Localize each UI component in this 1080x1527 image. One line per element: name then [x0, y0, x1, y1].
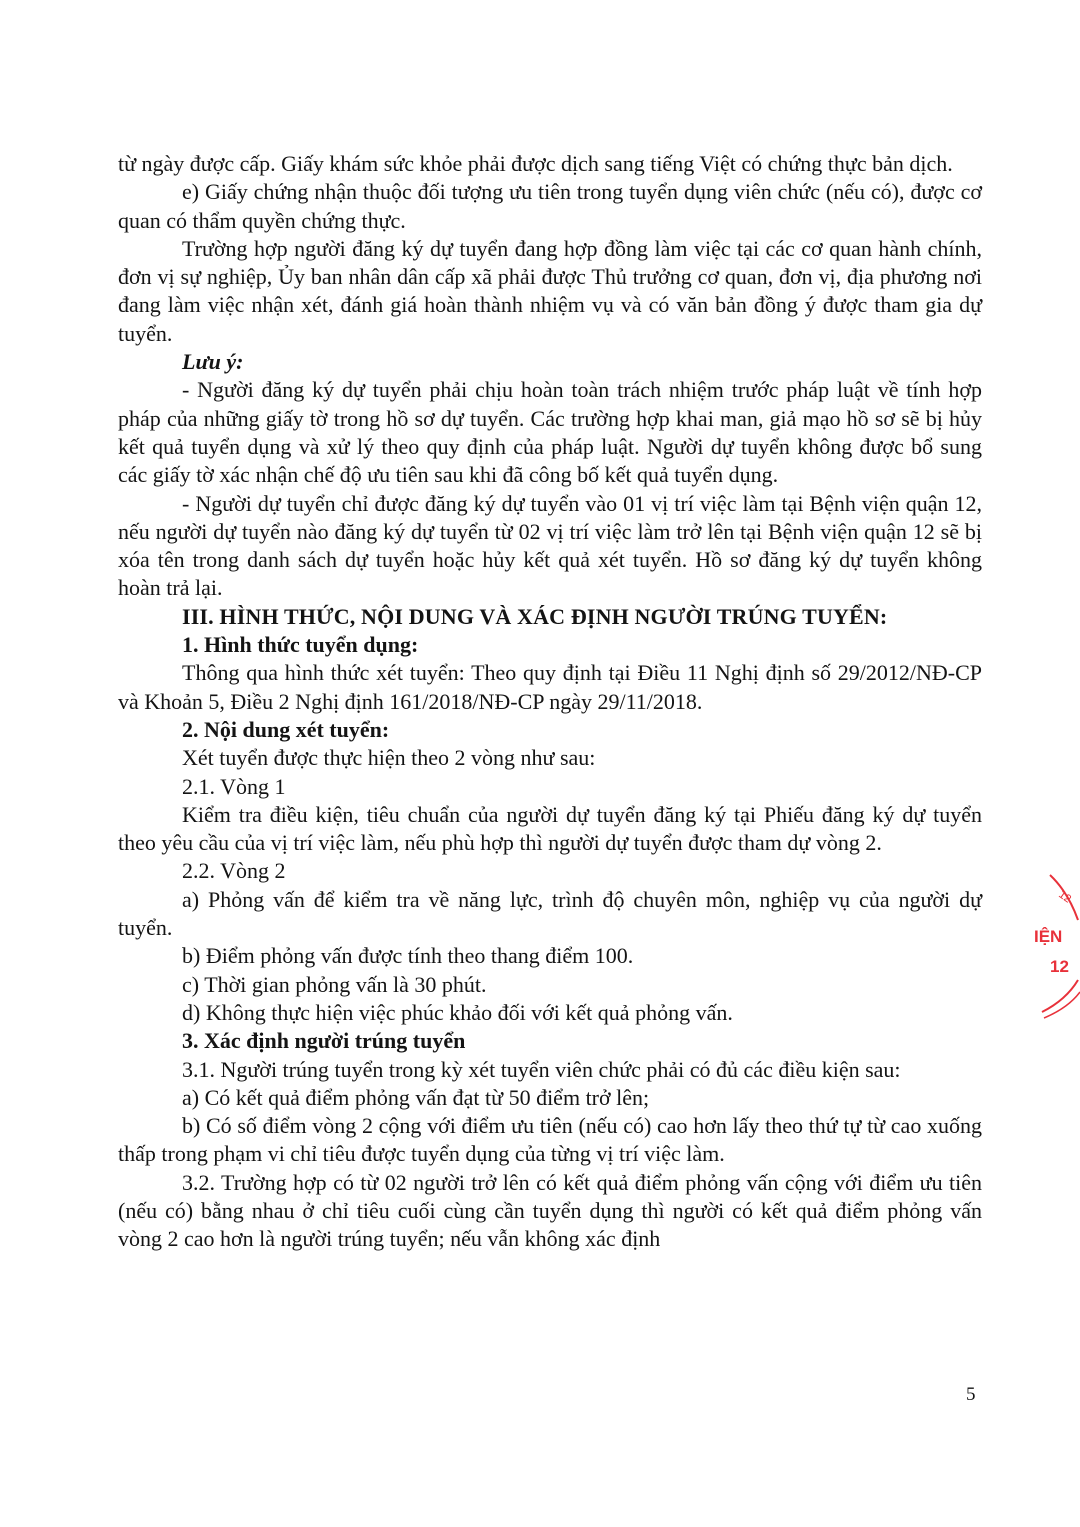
- paragraph: từ ngày được cấp. Giấy khám sức khỏe phải được dịch sang tiếng Việt có chứng thực bản dịch.: [118, 151, 953, 176]
- paragraph: Trường hợp người đăng ký dự tuyển đang hợp đồng làm việc tại các cơ quan hành chính, đơn vị sự nghiệp, Ủy ban nhân dân cấp xã phải được Thủ trưởng cơ quan, đơn vị, địa phương nơi đang làm việc nhận xét, đánh giá hoàn thành nhiệm vụ và có văn bản đồng ý được tham gia dự tuyển.: [118, 235, 982, 346]
- paragraph: - Người dự tuyển chỉ được đăng ký dự tuyển vào 01 vị trí việc làm tại Bệnh viện quận 12, nếu người dự tuyển nào đăng ký dự tuyển từ 02 vị trí việc làm trở lên tại Bệnh viện quận 12 sẽ bị xóa tên trong danh sách dự tuyển hoặc hủy kết quả xét tuyển. Hồ sơ đăng ký dự tuyển không hoàn trả lại.: [118, 490, 982, 601]
- stamp-text-top: 12: [1056, 888, 1074, 906]
- note-label: Lưu ý:: [182, 349, 244, 375]
- paragraph: Thông qua hình thức xét tuyển: Theo quy định tại Điều 11 Nghị định số 29/2012/NĐ-CP và Khoản 5, Điều 2 Nghị định 161/2018/NĐ-CP ngày 29/11/2018.: [118, 660, 982, 714]
- stamp-arc-bottom: [1042, 980, 1078, 1012]
- paragraph: d) Không thực hiện việc phúc khảo đối với kết quả phỏng vấn.: [182, 999, 733, 1025]
- paragraph: a) Phỏng vấn để kiểm tra về năng lực, trình độ chuyên môn, nghiệp vụ của người dự tuyển.: [118, 886, 982, 941]
- document-body: [118, 150, 982, 1254]
- section-heading: 3. Xác định người trúng tuyển: [182, 1028, 466, 1054]
- section-heading: 2. Nội dung xét tuyển:: [182, 716, 390, 742]
- paragraph: Xét tuyển được thực hiện theo 2 vòng như sau:: [182, 745, 596, 771]
- stamp-text-bot: 12: [1050, 957, 1069, 976]
- paragraph: e) Giấy chứng nhận thuộc đối tượng ưu tiên trong tuyển dụng viên chức (nếu có), được cơ quan có thẩm quyền chứng thực.: [118, 179, 982, 233]
- paragraph: b) Có số điểm vòng 2 cộng với điểm ưu tiên (nếu có) cao hơn lấy theo thứ tự từ cao xuống thấp trong phạm vi chỉ tiêu được tuyển dụng của từng vị trí việc làm.: [118, 1113, 982, 1167]
- paragraph: 2.2. Vòng 2: [182, 858, 286, 884]
- paragraph: b) Điểm phỏng vấn được tính theo thang điểm 100.: [182, 943, 634, 969]
- paragraph: 3.2. Trường hợp có từ 02 người trở lên có kết quả điểm phỏng vấn cộng với điểm ưu tiên (nếu có) bằng nhau ở chỉ tiêu cuối cùng cần tuyển dụng thì người có kết quả điểm phỏng vấn vòng 2 cao hơn là người trúng tuyển; nếu vẫn không xác định: [118, 1169, 982, 1252]
- section-heading: III. HÌNH THỨC, NỘI DUNG VÀ XÁC ĐỊNH NGƯỜI TRÚNG TUYỂN:: [182, 603, 888, 629]
- paragraph: c) Thời gian phỏng vấn là 30 phút.: [182, 971, 487, 997]
- page-number: 5: [966, 1384, 976, 1405]
- red-stamp-fragment: [1030, 860, 1080, 1030]
- section-heading: 1. Hình thức tuyển dụng:: [182, 632, 419, 658]
- paragraph: 3.1. Người trúng tuyển trong kỳ xét tuyển viên chức phải có đủ các điều kiện sau:: [182, 1056, 901, 1082]
- stamp-arc-bottom-inner: [1044, 992, 1080, 1018]
- paragraph: 2.1. Vòng 1: [182, 773, 286, 799]
- stamp-text-mid: IỆN: [1034, 927, 1063, 946]
- paragraph: a) Có kết quả điểm phỏng vấn đạt từ 50 điểm trở lên;: [182, 1084, 650, 1110]
- paragraph: - Người đăng ký dự tuyển phải chịu hoàn toàn trách nhiệm trước pháp luật về tính hợp pháp của những giấy tờ trong hồ sơ dự tuyển. Các trường hợp khai man, giả mạo hồ sơ sẽ bị hủy kết quả tuyển dụng và xử lý theo quy định của pháp luật. Người dự tuyển không được bổ sung các giấy tờ xác nhận chế độ ưu tiên sau khi đã công bố kết quả tuyển dụng.: [118, 377, 982, 488]
- paragraph: Kiểm tra điều kiện, tiêu chuẩn của người dự tuyển đăng ký tại Phiếu đăng ký dự tuyển theo yêu cầu của vị trí việc làm, nếu phù hợp thì người dự tuyển được tham dự vòng 2.: [118, 801, 982, 856]
